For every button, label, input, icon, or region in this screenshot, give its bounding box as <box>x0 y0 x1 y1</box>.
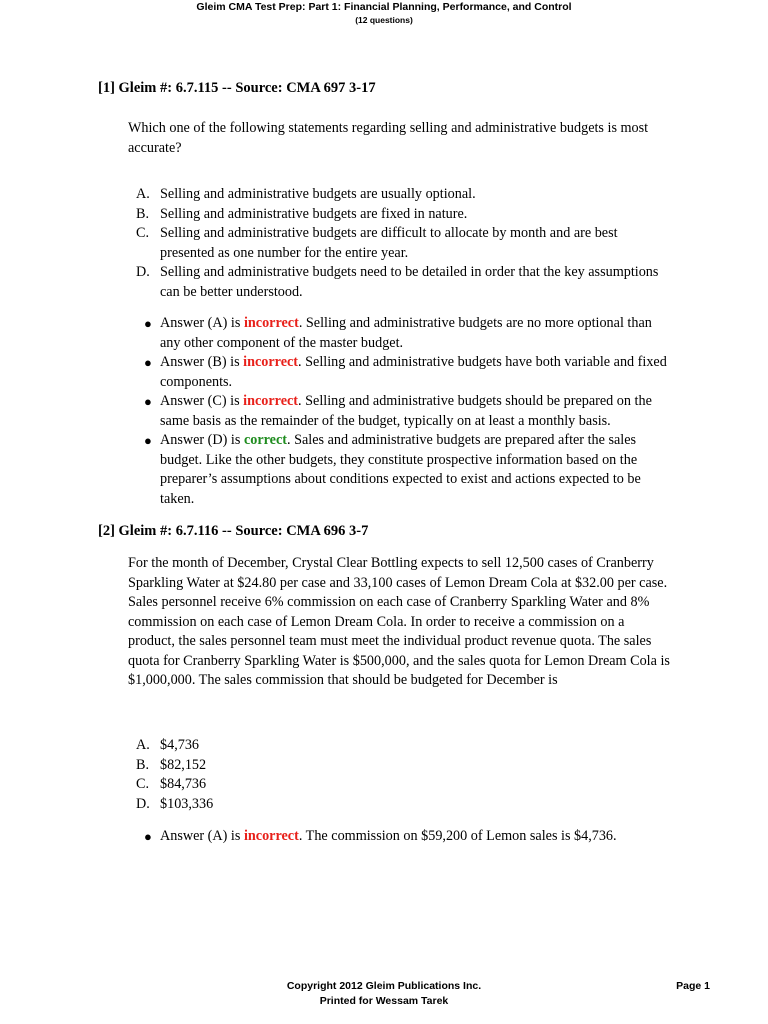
answer-prefix: Answer (A) is <box>160 315 244 331</box>
choice-item <box>128 775 673 795</box>
choice-item <box>128 756 673 776</box>
choice-item <box>128 736 673 756</box>
bullet-icon: ● <box>144 394 152 409</box>
verdict-badge: incorrect <box>243 354 299 370</box>
choice-letter: D. <box>136 795 150 812</box>
choice-item <box>128 205 673 225</box>
choice-letter: A. <box>136 186 150 202</box>
bullet-icon: ● <box>144 433 152 448</box>
verdict-badge: incorrect <box>243 315 299 331</box>
choice-item <box>128 263 673 302</box>
choice-text: $84,736 <box>160 776 207 792</box>
choice-letter: C. <box>136 776 150 792</box>
answer-explanation: . Sales and administrative budgets are prepared after the sales budget. Like the other budgets, they constitute prospective information based on the preparer’s assumptions about conditions expected to exist and actions expected to be taken. <box>160 432 641 507</box>
question-1-stem: Which one of the following statements regarding selling and administrative budgets is most accurate? <box>128 120 649 156</box>
answer-explanation: . Selling and administrative budgets should be prepared on the same basis as the remainder of the budget, typically on at least a monthly basis. <box>160 393 652 429</box>
answer-explanation: . Selling and administrative budgets have both variable and fixed components. <box>160 354 667 390</box>
verdict-badge: incorrect <box>243 393 299 409</box>
question-1-choices <box>128 185 673 302</box>
answer-item <box>128 353 673 392</box>
answer-prefix: Answer (A) is <box>160 828 244 844</box>
question-1-answers <box>128 314 673 509</box>
bullet-icon: ● <box>144 829 152 844</box>
choice-text: $103,336 <box>160 795 214 812</box>
bullet-icon: ● <box>144 355 152 370</box>
answer-item <box>128 431 673 509</box>
choice-item <box>128 795 673 815</box>
choice-text: Selling and administrative budgets are difficult to allocate by month and are best presented as one number for the entire year. <box>160 225 618 261</box>
answer-explanation: . Selling and administrative budgets are no more optional than any other component of the master budget. <box>160 315 652 351</box>
question-2-stem: For the month of December, Crystal Clear Bottling expects to sell 12,500 cases of Cranberry Sparkling Water at $24.80 per case and 33,100 cases of Lemon Dream Cola at $32.00 per case. Sales personnel receive 6% commission on each case of Cranberry Sparkling Water and 8% commission on each case of Lemon Dream Cola. In order to receive a commission on a product, the sales personnel team must meet the individual product revenue quota. The sales quota for Cranberry Sparkling Water is $500,000, and the sales quota for Lemon Dream Cola is $1,000,000. The sales commission that should be budgeted for December is <box>128 555 670 688</box>
printed-for: Printed for Wessam Tarek <box>319 995 449 1007</box>
choice-letter: B. <box>136 205 150 222</box>
bullet-icon: ● <box>144 316 152 331</box>
choice-text: Selling and administrative budgets are fixed in nature. <box>160 205 468 222</box>
choice-letter: C. <box>136 225 150 241</box>
choice-letter: D. <box>136 264 150 280</box>
question-count: (12 questions) <box>355 15 413 25</box>
choice-item <box>128 224 673 263</box>
question-1-heading: [1] Gleim #: 6.7.115 -- Source: CMA 697 3-17 <box>98 80 376 96</box>
answer-explanation: . The commission on $59,200 of Lemon sales is $4,736. <box>298 828 617 844</box>
question-2-heading: [2] Gleim #: 6.7.116 -- Source: CMA 696 3-7 <box>98 523 369 539</box>
question-2-answers <box>128 827 673 847</box>
verdict-badge: incorrect <box>243 828 299 844</box>
choice-text: $82,152 <box>160 756 207 773</box>
choice-text: $4,736 <box>160 737 200 753</box>
answer-prefix: Answer (D) is <box>160 432 244 448</box>
answer-item <box>128 392 673 431</box>
choice-item <box>128 185 673 205</box>
page-number: Page 1 <box>676 980 710 992</box>
document-title: Gleim CMA Test Prep: Part 1: Financial Planning, Performance, and Control <box>196 1 572 13</box>
answer-prefix: Answer (C) is <box>160 393 244 409</box>
choice-letter: A. <box>136 737 150 753</box>
choice-text: Selling and administrative budgets are usually optional. <box>160 186 476 202</box>
copyright-notice: Copyright 2012 Gleim Publications Inc. <box>286 980 482 992</box>
question-2-choices <box>128 736 673 814</box>
answer-item <box>128 827 673 847</box>
answer-item <box>128 314 673 353</box>
answer-prefix: Answer (B) is <box>160 354 244 370</box>
choice-letter: B. <box>136 756 150 773</box>
choice-text: Selling and administrative budgets need to be detailed in order that the key assumptions can be better understood. <box>160 264 659 300</box>
verdict-badge: correct <box>243 432 287 448</box>
